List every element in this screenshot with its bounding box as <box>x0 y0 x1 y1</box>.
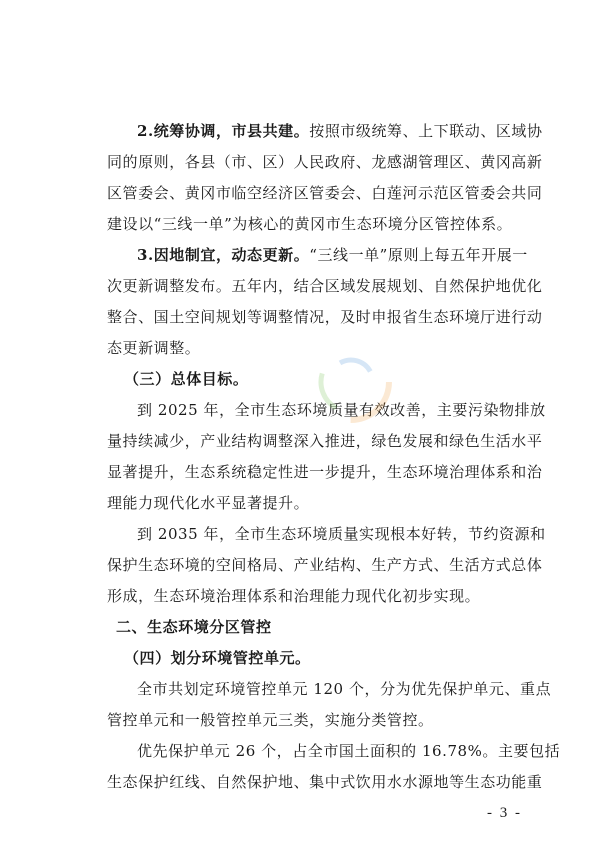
paragraph-line: 态更新调整。 <box>107 339 201 357</box>
paragraph-line: 同的原则，各县（市、区）人民政府、龙感湖管理区、黄冈高新 <box>107 153 543 171</box>
item-heading: 2.统筹协调，市县共建。 <box>137 122 310 140</box>
paragraph-line: 理能力现代化水平显著提升。 <box>107 494 310 512</box>
paragraph-line: 整合、国土空间规划等调整情况，及时申报省生态环境厅进行动 <box>107 308 543 326</box>
paragraph-line: 生态保护红线、自然保护地、集中式饮用水水源地等生态功能重 <box>107 773 543 791</box>
cloud-watermark-icon <box>296 327 406 437</box>
paragraph-line: 区管委会、黄冈市临空经济区管委会、白莲河示范区管委会共同 <box>107 184 543 202</box>
paragraph-line: 次更新调整发布。五年内，结合区域发展规划、自然保护地优化 <box>107 277 543 295</box>
paragraph-line: 建设以“三线一单”为核心的黄冈市生态环境分区管控体系。 <box>107 215 513 233</box>
paragraph-line: 到 2025 年，全市生态环境质量有效改善，主要污染物排放 <box>137 401 546 419</box>
paragraph-line: 形成，生态环境治理体系和治理能力现代化初步实现。 <box>107 587 481 605</box>
item-text: “三线一单”原则上每五年开展一 <box>309 246 528 264</box>
item-heading: 3.因地制宜，动态更新。 <box>137 246 310 264</box>
paragraph-line <box>137 245 528 265</box>
paragraph-line: 优先保护单元 26 个，占全市国土面积的 16.78%。主要包括 <box>137 742 561 760</box>
paragraph-line: 保护生态环境的空间格局、产业结构、生产方式、生活方式总体 <box>107 556 543 574</box>
section-heading-4: （四）划分环境管控单元。 <box>124 649 311 667</box>
paragraph-line <box>137 121 543 141</box>
page-number: - 3 - <box>487 805 522 821</box>
paragraph-line: 到 2035 年，全市生态环境质量实现根本好转，节约资源和 <box>137 525 546 543</box>
item-text: 按照市级统筹、上下联动、区域协 <box>309 122 543 140</box>
section-heading-2: 二、生态环境分区管控 <box>116 618 272 636</box>
paragraph-line: 量持续减少，产业结构调整深入推进，绿色发展和绿色生活水平 <box>107 432 543 450</box>
paragraph-line: 全市共划定环境管控单元 120 个，分为优先保护单元、重点 <box>137 680 552 698</box>
paragraph-line: 管控单元和一般管控单元三类，实施分类管控。 <box>107 711 434 729</box>
section-heading-3: （三）总体目标。 <box>124 370 249 388</box>
paragraph-line: 显著提升，生态系统稳定性进一步提升，生态环境治理体系和治 <box>107 463 543 481</box>
